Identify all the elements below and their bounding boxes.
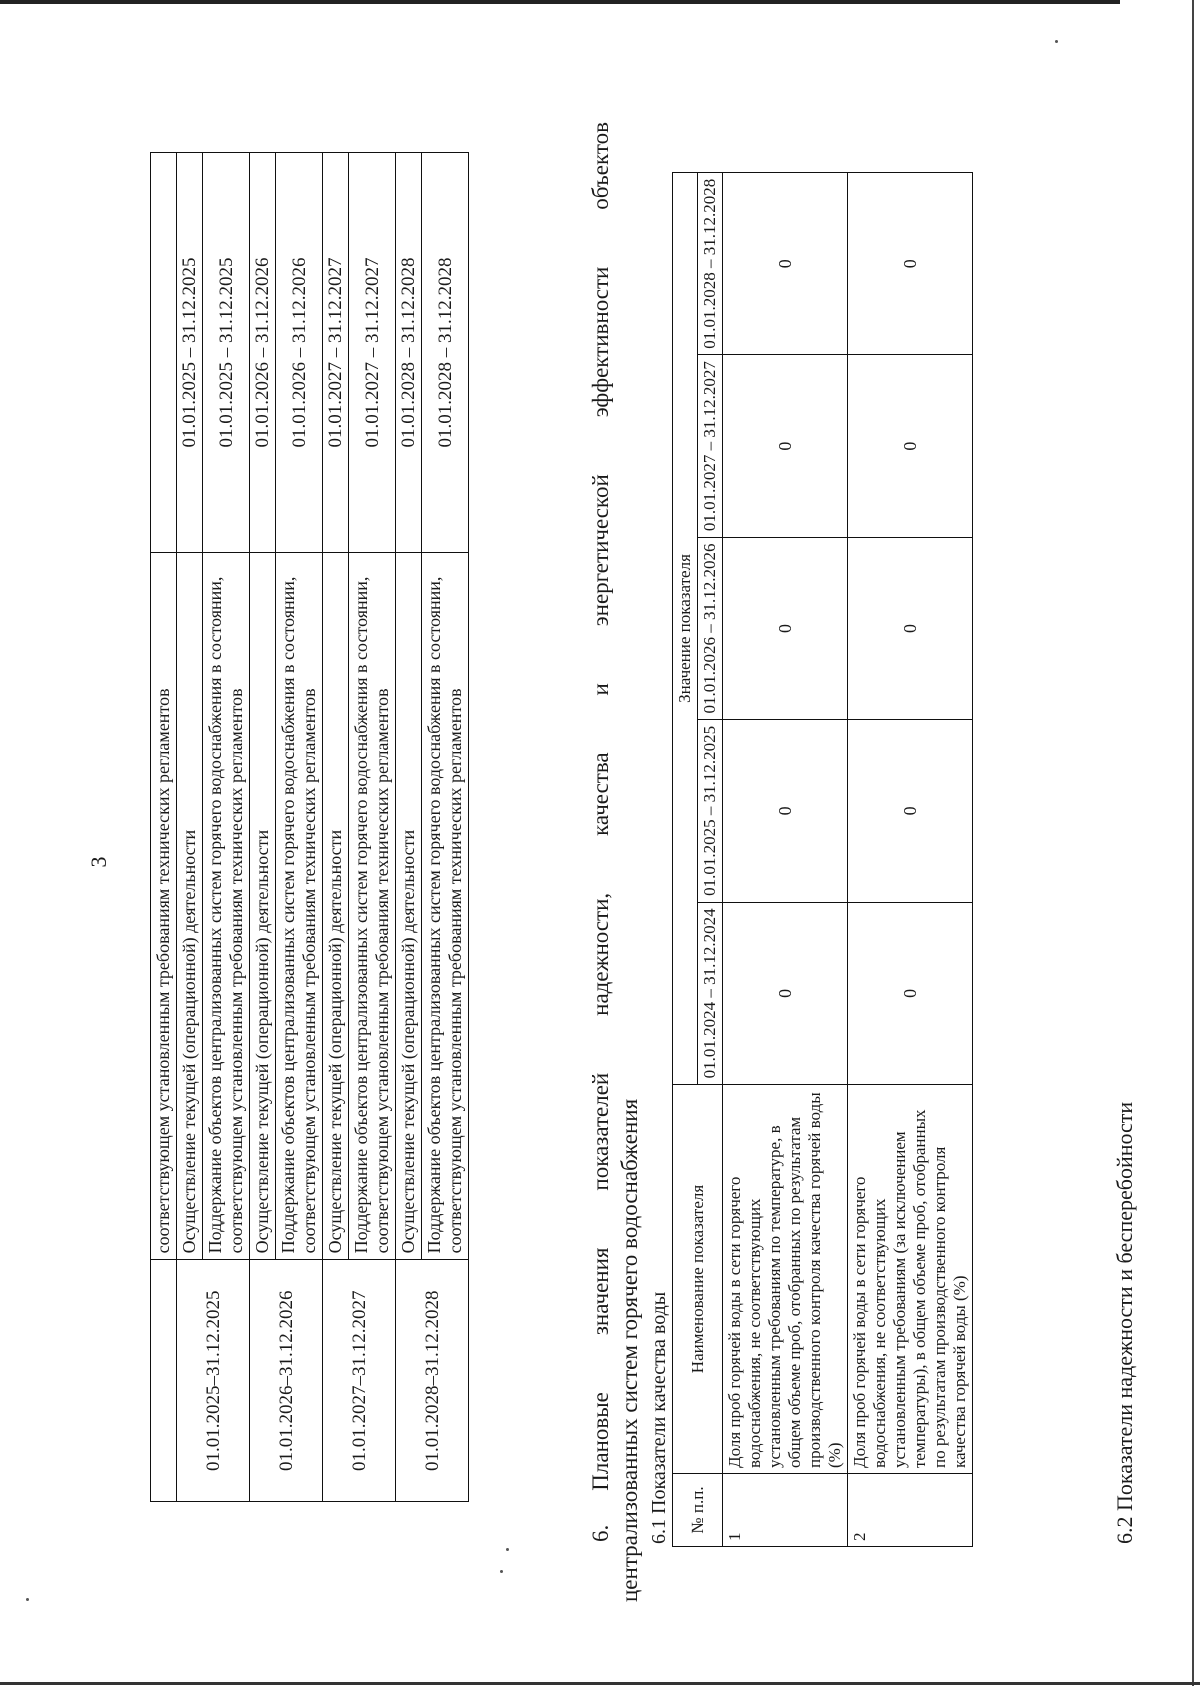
- dates-cell: 01.01.2026 – 31.12.2026: [250, 153, 276, 553]
- scan-edge-top: [0, 0, 1120, 4]
- period-cell: 01.01.2027–31.12.2027: [323, 1260, 396, 1502]
- scan-edge-bottom: [0, 1682, 1200, 1685]
- section-6-heading: [586, 122, 644, 1602]
- dates-cell: [151, 153, 177, 553]
- period-cell: 01.01.2026–31.12.2026: [250, 1260, 323, 1502]
- table-row: [323, 153, 349, 1502]
- col-header-period: 01.01.2026 – 31.12.2026: [698, 537, 723, 719]
- scan-speck: [26, 1598, 29, 1601]
- indicator-value: 0: [848, 537, 973, 719]
- col-header-period: 01.01.2027 – 31.12.2027: [698, 355, 723, 537]
- table-row: [723, 173, 848, 1547]
- table-header-row: [673, 173, 698, 1547]
- indicator-value: 0: [723, 355, 848, 537]
- row-number: 2: [848, 1474, 973, 1547]
- dates-cell: 01.01.2028 – 31.12.2028: [422, 153, 469, 553]
- indicator-value: 0: [723, 902, 848, 1084]
- section-6-title-line-1: [586, 122, 615, 1602]
- indicator-value: 0: [848, 720, 973, 902]
- water-quality-table: [672, 172, 973, 1547]
- col-header-group: Значение показателя: [673, 173, 698, 1085]
- period-cell: 01.01.2028–31.12.2028: [396, 1260, 469, 1502]
- row-number: 1: [723, 1474, 848, 1547]
- table-row: [848, 173, 973, 1547]
- activity-cell: Поддержание объектов централизованных систем горячего водоснабжения в состоянии, соответствующем установленным требованиям технических регламентов: [203, 552, 250, 1259]
- dates-cell: 01.01.2025 – 31.12.2025: [177, 153, 203, 553]
- col-header-period: 01.01.2024 – 31.12.2024: [698, 902, 723, 1084]
- table-row: [151, 153, 177, 1502]
- section-6-title-line-2: централизованных систем горячего водоснабжения: [617, 1098, 642, 1602]
- col-header-period: 01.01.2028 – 31.12.2028: [698, 173, 723, 355]
- activity-cell: Осуществление текущей (операционной) деятельности: [323, 552, 349, 1259]
- dates-cell: 01.01.2028 – 31.12.2028: [396, 153, 422, 553]
- activity-cell: Поддержание объектов централизованных систем горячего водоснабжения в состоянии, соответствующем установленным требованиям технических регламентов: [349, 552, 396, 1259]
- period-cell: 01.01.2025–31.12.2025: [177, 1260, 250, 1502]
- indicator-name: Доля проб горячей воды в сети горячего водоснабжения, не соответствующих установленным требованиям по температуре, в общем объеме проб, отобранных по результатам производственного контроля качества горячей воды (%): [723, 1085, 848, 1474]
- scan-speck: [1055, 40, 1058, 43]
- section-title: Плановые значения показателей надежности, качества и энергетической эффективности объектов: [588, 122, 613, 1491]
- indicator-name: Доля проб горячей воды в сети горячего водоснабжения, не соответствующих установленным требованиям (за исключением температуры), в общем объеме проб, отобранных по результатам производственного контроля качества горячей воды (%): [848, 1085, 973, 1474]
- col-header-period: 01.01.2025 – 31.12.2025: [698, 720, 723, 902]
- activity-cell: Осуществление текущей (операционной) деятельности: [396, 552, 422, 1259]
- period-cell: [151, 1260, 177, 1502]
- indicator-value: 0: [723, 720, 848, 902]
- dates-cell: 01.01.2026 – 31.12.2026: [276, 153, 323, 553]
- dates-cell: 01.01.2027 – 31.12.2027: [349, 153, 396, 553]
- indicator-value: 0: [723, 537, 848, 719]
- activity-cell: Осуществление текущей (операционной) деятельности: [177, 552, 203, 1259]
- activity-cell: Поддержание объектов централизованных систем горячего водоснабжения в состоянии, соответствующем установленным требованиям технических регламентов: [276, 552, 323, 1259]
- subsection-6-2-heading: 6.2 Показатели надежности и бесперебойности: [1112, 1101, 1137, 1544]
- table-row: [396, 153, 422, 1502]
- indicator-value: 0: [848, 902, 973, 1084]
- rotated-page: [50, 82, 1160, 1642]
- dates-cell: 01.01.2027 – 31.12.2027: [323, 153, 349, 553]
- dates-cell: 01.01.2025 – 31.12.2025: [203, 153, 250, 553]
- activity-cell: Осуществление текущей (операционной) деятельности: [250, 552, 276, 1259]
- indicator-value: 0: [723, 173, 848, 355]
- page-number: 3: [86, 856, 111, 868]
- schedule-table: [150, 152, 469, 1502]
- table-row: [250, 153, 276, 1502]
- col-header-name: Наименование показателя: [673, 1085, 723, 1474]
- indicator-value: 0: [848, 355, 973, 537]
- activity-cell: Поддержание объектов централизованных систем горячего водоснабжения в состоянии, соответствующем установленным требованиям технических регламентов: [422, 552, 469, 1259]
- section-number: 6.: [588, 1524, 613, 1542]
- activity-cell: соответствующем установленным требованиям технических регламентов: [151, 552, 177, 1259]
- subsection-6-1-heading: 6.1 Показатели качества воды: [648, 1291, 670, 1544]
- table-row: [177, 153, 203, 1502]
- indicator-value: 0: [848, 173, 973, 355]
- col-header-number: № п.п.: [673, 1474, 723, 1547]
- scan-edge-right: [1192, 0, 1194, 1686]
